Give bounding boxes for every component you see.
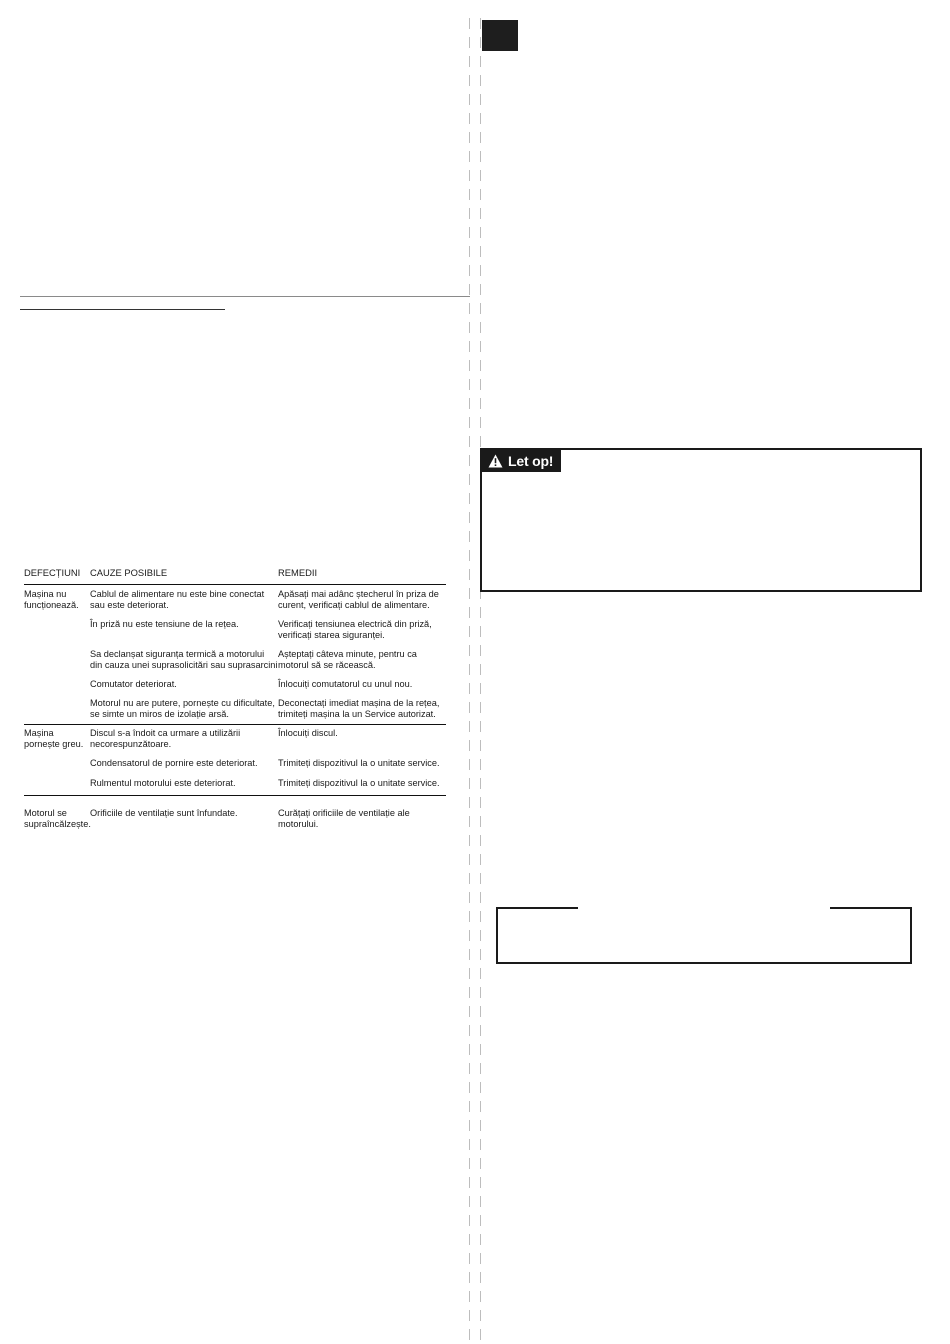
cause-cell: Orificiile de ventilație sunt înfundate.: [90, 808, 238, 818]
warning-label: [482, 450, 561, 472]
fault-label: Motorul se supraîncălzește.: [24, 808, 91, 829]
cause-cell: În priză nu este tensiune de la rețea.: [90, 619, 239, 629]
fault-group: [24, 724, 446, 795]
cause-cell: Comutator deteriorat.: [90, 679, 177, 689]
section-underline: [20, 309, 225, 310]
fault-group: [24, 585, 446, 724]
column-separator: [480, 18, 481, 1344]
cause-cell: Sa declanșat siguranța termică a motorului din cauza unei suprasolicitări sau suprasarcini: [90, 649, 278, 670]
remedy-cell: Trimiteți dispozitivul la o unitate service.: [278, 778, 440, 788]
remedy-cell: Verificați tensiunea electrică din priză, verificați starea siguranței.: [278, 619, 432, 640]
remedy-cell: Trimiteți dispozitivul la o unitate service.: [278, 758, 440, 768]
remedy-cell: Apăsați mai adânc ștecherul în priza de curent, verificați cablul de alimentare.: [278, 589, 439, 610]
fault-label: Mașina nu funcționează.: [24, 589, 79, 610]
header-causes: CAUZE POSIBILE: [90, 567, 168, 578]
warning-triangle-icon: [488, 454, 503, 468]
cause-cell: Cablul de alimentare nu este bine conectat sau este deteriorat.: [90, 589, 265, 610]
column-separator: [469, 18, 470, 1344]
header-faults: DEFECȚIUNI: [24, 567, 81, 578]
cause-cell: Motorul nu are putere, pornește cu dificultate, se simte un miros de izolație arsă.: [90, 698, 275, 719]
language-tab: [482, 20, 518, 51]
remedy-cell: Deconectați imediat mașina de la rețea, trimiteți mașina la un Service autorizat.: [278, 698, 440, 719]
fault-group: [24, 795, 446, 836]
cause-cell: Rulmentul motorului este deteriorat.: [90, 778, 236, 788]
note-box: [496, 907, 912, 964]
warning-box: [480, 448, 922, 592]
note-box-title-gap: [578, 906, 830, 911]
header-remedies: REMEDII: [278, 567, 318, 578]
remedy-cell: Înlocuiți discul.: [278, 728, 338, 738]
cause-cell: Discul s-a îndoit ca urmare a utilizării necorespunzătoare.: [90, 728, 241, 749]
fault-label: Mașina pornește greu.: [24, 728, 84, 749]
cause-cell: Condensatorul de pornire este deteriorat.: [90, 758, 258, 768]
remedy-cell: Curățați orificiile de ventilație ale motorului.: [278, 808, 410, 829]
warning-label-text: Let op!: [508, 453, 554, 469]
remedy-cell: Așteptați câteva minute, pentru ca motorul să se răcească.: [278, 649, 417, 670]
section-divider: [20, 296, 470, 297]
remedy-cell: Înlocuiți comutatorul cu unul nou.: [278, 679, 413, 689]
table-header: [24, 564, 446, 585]
troubleshooting-table: [24, 564, 446, 836]
